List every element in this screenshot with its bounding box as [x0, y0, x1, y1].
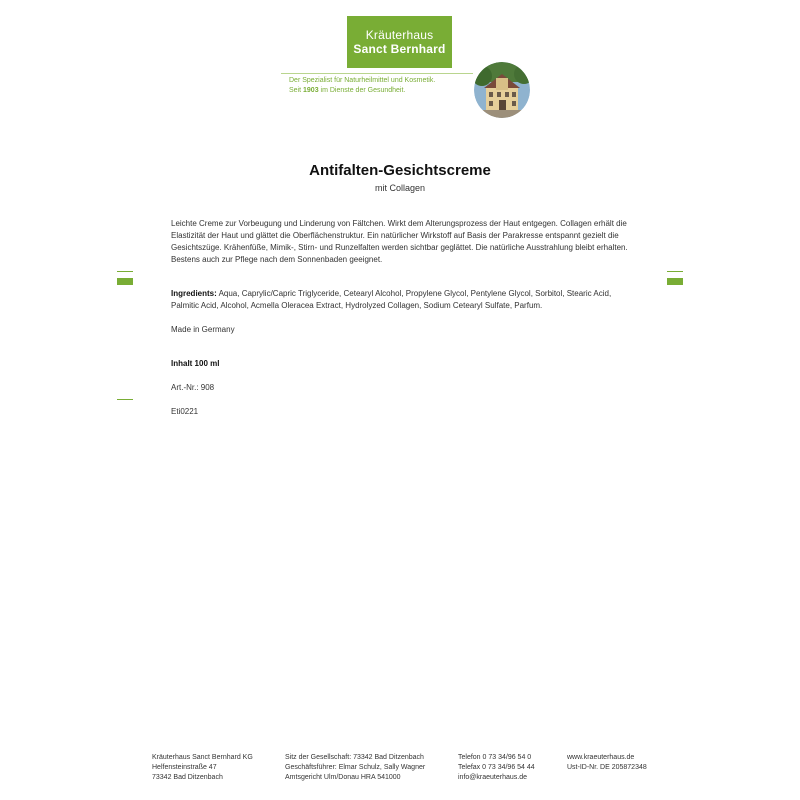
tagline-year: 1903 [303, 87, 319, 94]
ingredients-list: Aqua, Caprylic/Capric Triglyceride, Cetearyl Alcohol, Propylene Glycol, Pentylene Glycol, Sorbitol, Stearic Acid, Palmitic Acid, Alcohol, Acmella Oleracea Extract, Hydrolyzed Collagen, Sodium Cetearyl Sulfate, Parfum. [171, 289, 612, 310]
footer-vat-id: Ust-ID-Nr. DE 205872348 [567, 764, 647, 771]
footer-web [567, 753, 647, 773]
label-code: Eti0221 [171, 407, 199, 416]
footer-website[interactable]: www.kraeuterhaus.de [567, 754, 635, 761]
tagline-line-2 [289, 86, 474, 96]
product-details [171, 218, 641, 430]
footer-company-street: Helfensteinstraße 47 [152, 764, 217, 771]
ingredients-label: Ingredients: [171, 289, 217, 298]
article-number: Art.-Nr.: 908 [171, 383, 215, 392]
right-fold-mark [667, 271, 683, 285]
tagline-line-1: Der Spezialist für Naturheilmittel und Kosmetik. [289, 77, 436, 84]
footer-email[interactable]: info@kraeuterhaus.de [458, 774, 527, 781]
footer-fax: Telefax 0 73 34/96 54 44 [458, 764, 535, 771]
footer-company-city: 73342 Bad Ditzenbach [152, 774, 223, 781]
footer-legal [285, 753, 425, 783]
product-subtitle: mit Collagen [374, 183, 426, 193]
product-title: Antifalten-Gesichtscreme [309, 162, 491, 179]
brand-logo [347, 16, 452, 68]
tagline-rule [281, 73, 473, 74]
building-photo [474, 62, 530, 118]
tagline-since: Seit [289, 87, 302, 94]
logo-line-2: Sanct Bernhard [353, 42, 446, 56]
footer-company-name: Kräuterhaus Sanct Bernhard KG [152, 754, 253, 761]
brand-tagline [289, 76, 474, 96]
footer-legal-managers: Geschäftsführer: Elmar Schulz, Sally Wagner [285, 764, 426, 771]
building-photo-image [474, 62, 530, 118]
logo-line-1: Kräuterhaus [365, 28, 434, 42]
origin-text: Made in Germany [171, 325, 235, 334]
footer-legal-seat: Sitz der Gesellschaft: 73342 Bad Ditzenbach [285, 754, 424, 761]
ingredients-paragraph [171, 288, 641, 312]
footer-phone: Telefon 0 73 34/96 54 0 [458, 754, 532, 761]
product-description: Leichte Creme zur Vorbeugung und Linderung von Fältchen. Wirkt dem Alterungsprozess der Haut entgegen. Collagen erhält die Elastizität der Haut und glättet die Oberflächenstruktur. Ein natürlicher Wirkstoff auf Basis der Parakresse entspannt gezielt die Gesichtszüge. Krähenfüße, Mimik-, Stirn- und Runzelfalten werden sichtbar geglättet. Die natürliche Ausstrahlung bleibt erhalten. Bestens auch zur Pflege nach dem Sonnenbaden geeignet. [171, 219, 628, 264]
left-fold-mark [117, 271, 133, 285]
content-volume: Inhalt 100 ml [171, 359, 220, 368]
left-punch-mark [117, 399, 133, 400]
tagline-rest: im Dienste der Gesundheit. [320, 87, 406, 94]
footer-contact [458, 753, 535, 783]
footer-company [152, 753, 253, 783]
footer-legal-court: Amtsgericht Ulm/Donau HRA 541000 [285, 774, 401, 781]
